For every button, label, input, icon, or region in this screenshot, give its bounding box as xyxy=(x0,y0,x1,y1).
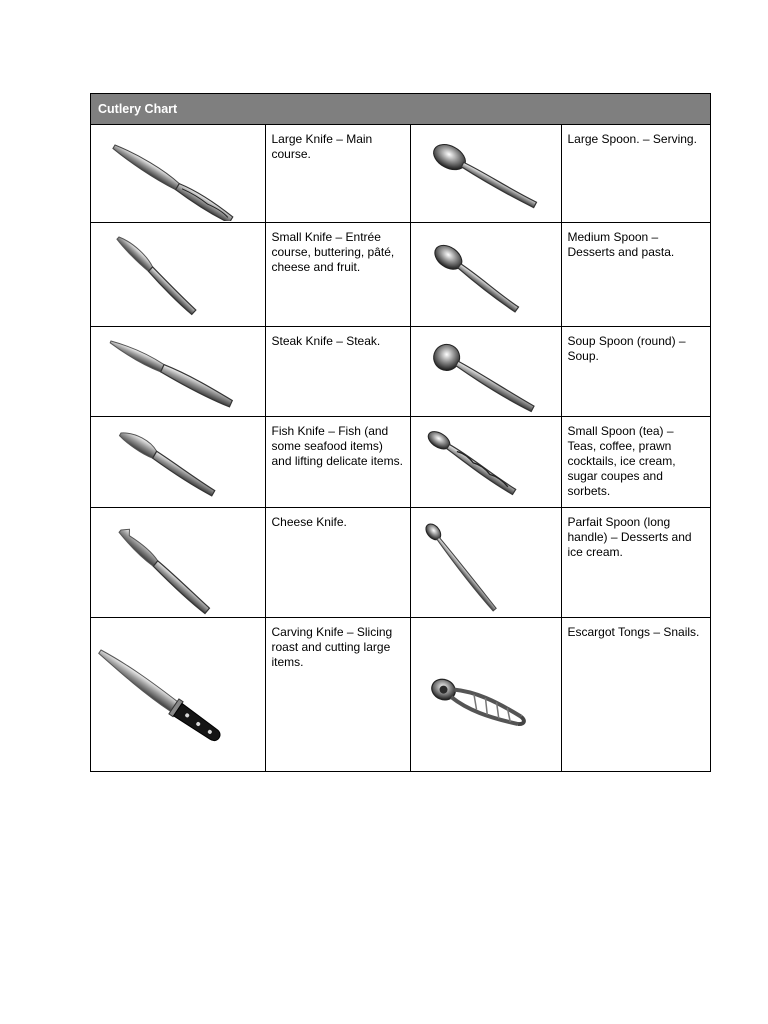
item-description: Escargot Tongs – Snails. xyxy=(561,617,710,771)
item-description: Cheese Knife. xyxy=(265,507,410,617)
item-description: Large Spoon. – Serving. xyxy=(561,125,710,222)
table-row xyxy=(91,326,710,416)
item-description: Small Spoon (tea) – Teas, coffee, prawn cocktails, ice cream, sugar coupes and sorbets. xyxy=(561,416,710,507)
image-cell xyxy=(91,507,265,617)
chart-title: Cutlery Chart xyxy=(91,94,710,125)
escargot-tongs-icon xyxy=(411,618,562,771)
table-row xyxy=(91,507,710,617)
item-description: Large Knife – Main course. xyxy=(265,125,410,222)
image-cell xyxy=(410,617,561,771)
image-cell xyxy=(91,617,265,771)
parfait-spoon-icon xyxy=(411,508,562,617)
steak-knife-icon xyxy=(91,327,265,416)
image-cell xyxy=(410,416,561,507)
image-cell xyxy=(410,125,561,222)
medium-spoon-icon xyxy=(411,223,562,326)
table-row xyxy=(91,416,710,507)
image-cell xyxy=(91,222,265,326)
table-row xyxy=(91,617,710,771)
large-knife-icon xyxy=(91,125,265,221)
small-knife-icon xyxy=(91,223,265,326)
item-description: Parfait Spoon (long handle) – Desserts and ice cream. xyxy=(561,507,710,617)
item-description: Small Knife – Entrée course, buttering, pâté, cheese and fruit. xyxy=(265,222,410,326)
carving-knife-icon xyxy=(91,618,265,771)
image-cell xyxy=(91,125,265,222)
image-cell xyxy=(410,507,561,617)
image-cell xyxy=(91,326,265,416)
large-spoon-icon xyxy=(411,125,562,221)
item-description: Carving Knife – Slicing roast and cutting large items. xyxy=(265,617,410,771)
table-row xyxy=(91,125,710,222)
image-cell xyxy=(91,416,265,507)
image-cell xyxy=(410,222,561,326)
tea-spoon-icon xyxy=(411,417,562,507)
cheese-knife-icon xyxy=(91,508,265,617)
item-description: Fish Knife – Fish (and some seafood items) and lifting delicate items. xyxy=(265,416,410,507)
cutlery-chart xyxy=(90,93,711,772)
cutlery-table xyxy=(91,125,710,771)
soup-spoon-icon xyxy=(411,327,562,416)
image-cell xyxy=(410,326,561,416)
item-description: Soup Spoon (round) – Soup. xyxy=(561,326,710,416)
item-description: Steak Knife – Steak. xyxy=(265,326,410,416)
fish-knife-icon xyxy=(91,417,265,507)
table-row xyxy=(91,222,710,326)
item-description: Medium Spoon – Desserts and pasta. xyxy=(561,222,710,326)
